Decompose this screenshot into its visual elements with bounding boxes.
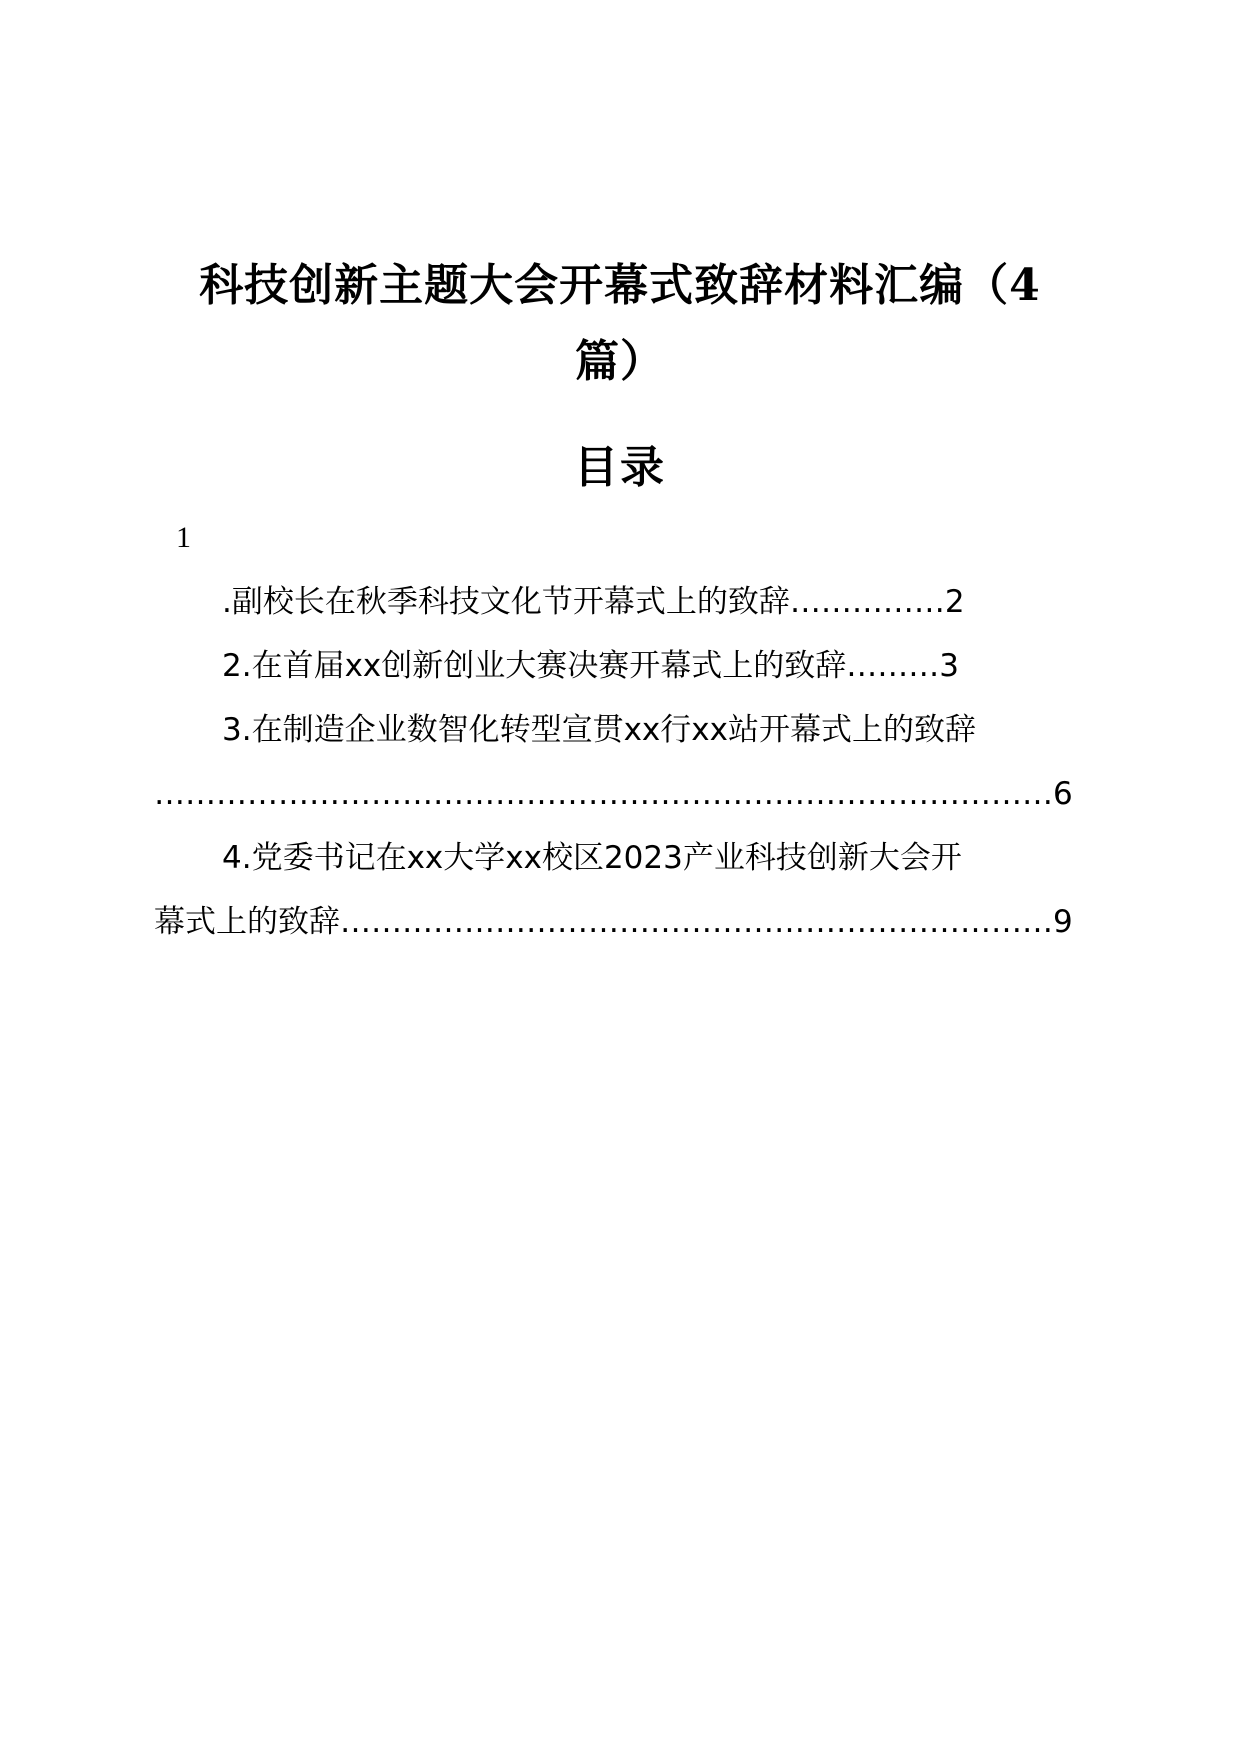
toc-entry-2[interactable]: 2.在首届xx创新创业大赛决赛开幕式上的致辞………3 <box>222 648 959 684</box>
toc-entry-4-line-1[interactable]: 4.党委书记在xx大学xx校区2023产业科技创新大会开 <box>222 840 962 876</box>
toc-entry-1[interactable]: .副校长在秋季科技文化节开幕式上的致辞……………2 <box>222 584 965 620</box>
toc-entry-4-line-2[interactable]: 幕式上的致辞……………………………………………………………9 <box>154 904 1073 940</box>
document-title <box>180 248 1060 400</box>
toc-stray-number: 1 <box>176 521 191 554</box>
document-title-line-1: 科技创新主题大会开幕式致辞材料汇编（4 <box>199 260 1041 311</box>
toc-heading: 目录 <box>574 442 666 493</box>
toc-entry-3-line-2[interactable]: ……………………………………………………………………………6 <box>154 776 1073 812</box>
document-title-line-2: 篇） <box>575 336 665 387</box>
toc-entry-3-line-1[interactable]: 3.在制造企业数智化转型宣贯xx行xx站开幕式上的致辞 <box>222 712 976 748</box>
